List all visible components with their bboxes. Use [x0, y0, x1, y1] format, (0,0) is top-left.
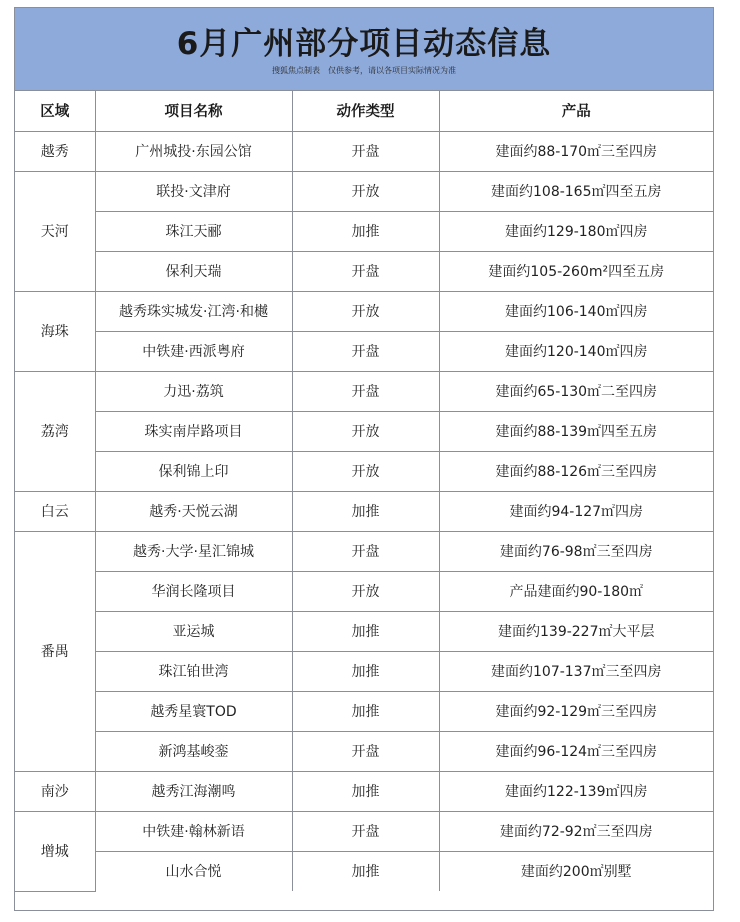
- table-row: [15, 771, 713, 811]
- info-table-sheet: [14, 7, 714, 911]
- table-row: [15, 171, 713, 211]
- action-type-cell: 开放: [292, 571, 439, 611]
- action-type-cell: 开盘: [292, 531, 439, 571]
- project-name-cell: 联投·文津府: [95, 171, 292, 211]
- district-cell: 越秀: [15, 131, 95, 171]
- action-type-cell: 加推: [292, 851, 439, 891]
- product-cell: 建面约139-227㎡大平层: [439, 611, 713, 651]
- project-name-cell: 中铁建·西派粤府: [95, 331, 292, 371]
- header-row: [15, 91, 713, 131]
- project-name-cell: 珠江天郦: [95, 211, 292, 251]
- header-district: 区域: [15, 91, 95, 131]
- table-row: [15, 571, 713, 611]
- project-name-cell: 新鸿基峻銮: [95, 731, 292, 771]
- header-product: 产品: [439, 91, 713, 131]
- header-project: 项目名称: [95, 91, 292, 131]
- table-row: [15, 411, 713, 451]
- project-table: [15, 91, 713, 892]
- action-type-cell: 加推: [292, 611, 439, 651]
- table-row: [15, 131, 713, 171]
- table-body: [15, 131, 713, 891]
- action-type-cell: 开盘: [292, 251, 439, 291]
- header-action: 动作类型: [292, 91, 439, 131]
- page-subtitle: 搜狐焦点制表 仅供参考，请以各项目实际情况为准: [272, 66, 456, 75]
- product-cell: 建面约94-127㎡四房: [439, 491, 713, 531]
- table-row: [15, 291, 713, 331]
- project-name-cell: 山水合悦: [95, 851, 292, 891]
- action-type-cell: 开盘: [292, 131, 439, 171]
- table-row: [15, 451, 713, 491]
- action-type-cell: 开盘: [292, 811, 439, 851]
- product-cell: 建面约129-180㎡四房: [439, 211, 713, 251]
- product-cell: 建面约105-260m²四至五房: [439, 251, 713, 291]
- table-row: [15, 371, 713, 411]
- project-name-cell: 保利锦上印: [95, 451, 292, 491]
- product-cell: 建面约88-139㎡四至五房: [439, 411, 713, 451]
- action-type-cell: 开放: [292, 451, 439, 491]
- product-cell: 建面约76-98㎡三至四房: [439, 531, 713, 571]
- project-name-cell: 珠江铂世湾: [95, 651, 292, 691]
- action-type-cell: 开放: [292, 171, 439, 211]
- action-type-cell: 开盘: [292, 331, 439, 371]
- district-cell: 白云: [15, 491, 95, 531]
- action-type-cell: 开放: [292, 291, 439, 331]
- district-cell: 海珠: [15, 291, 95, 371]
- product-cell: 建面约65-130㎡二至四房: [439, 371, 713, 411]
- action-type-cell: 开盘: [292, 371, 439, 411]
- district-cell: 番禺: [15, 531, 95, 771]
- product-cell: 建面约120-140㎡四房: [439, 331, 713, 371]
- action-type-cell: 加推: [292, 691, 439, 731]
- district-cell: 南沙: [15, 771, 95, 811]
- project-name-cell: 珠实南岸路项目: [95, 411, 292, 451]
- table-row: [15, 691, 713, 731]
- table-row: [15, 211, 713, 251]
- table-row: [15, 851, 713, 891]
- project-name-cell: 越秀·大学·星汇锦城: [95, 531, 292, 571]
- action-type-cell: 加推: [292, 771, 439, 811]
- action-type-cell: 加推: [292, 211, 439, 251]
- table-row: [15, 491, 713, 531]
- table-row: [15, 331, 713, 371]
- product-cell: 建面约88-126㎡三至四房: [439, 451, 713, 491]
- table-row: [15, 651, 713, 691]
- product-cell: 建面约108-165㎡四至五房: [439, 171, 713, 211]
- product-cell: 建面约72-92㎡三至四房: [439, 811, 713, 851]
- project-name-cell: 亚运城: [95, 611, 292, 651]
- product-cell: 建面约96-124㎡三至四房: [439, 731, 713, 771]
- action-type-cell: 开放: [292, 411, 439, 451]
- product-cell: 产品建面约90-180㎡: [439, 571, 713, 611]
- project-name-cell: 越秀·天悦云湖: [95, 491, 292, 531]
- action-type-cell: 开盘: [292, 731, 439, 771]
- district-cell: 荔湾: [15, 371, 95, 491]
- product-cell: 建面约106-140㎡四房: [439, 291, 713, 331]
- project-name-cell: 中铁建·翰林新语: [95, 811, 292, 851]
- table-row: [15, 251, 713, 291]
- project-name-cell: 保利天瑞: [95, 251, 292, 291]
- product-cell: 建面约88-170㎡三至四房: [439, 131, 713, 171]
- table-row: [15, 811, 713, 851]
- product-cell: 建面约107-137㎡三至四房: [439, 651, 713, 691]
- action-type-cell: 加推: [292, 651, 439, 691]
- district-cell: 增城: [15, 811, 95, 891]
- product-cell: 建面约122-139㎡四房: [439, 771, 713, 811]
- product-cell: 建面约200㎡别墅: [439, 851, 713, 891]
- project-name-cell: 越秀珠实城发·江湾·和樾: [95, 291, 292, 331]
- table-row: [15, 731, 713, 771]
- district-cell: 天河: [15, 171, 95, 291]
- product-cell: 建面约92-129㎡三至四房: [439, 691, 713, 731]
- project-name-cell: 越秀江海潮鸣: [95, 771, 292, 811]
- action-type-cell: 加推: [292, 491, 439, 531]
- table-row: [15, 611, 713, 651]
- project-name-cell: 力迅·荔筑: [95, 371, 292, 411]
- table-row: [15, 531, 713, 571]
- project-name-cell: 华润长隆项目: [95, 571, 292, 611]
- project-name-cell: 广州城投·东园公馆: [95, 131, 292, 171]
- page-title: 6月广州部分项目动态信息: [176, 26, 552, 62]
- project-name-cell: 越秀星寰TOD: [95, 691, 292, 731]
- title-banner: [15, 8, 713, 91]
